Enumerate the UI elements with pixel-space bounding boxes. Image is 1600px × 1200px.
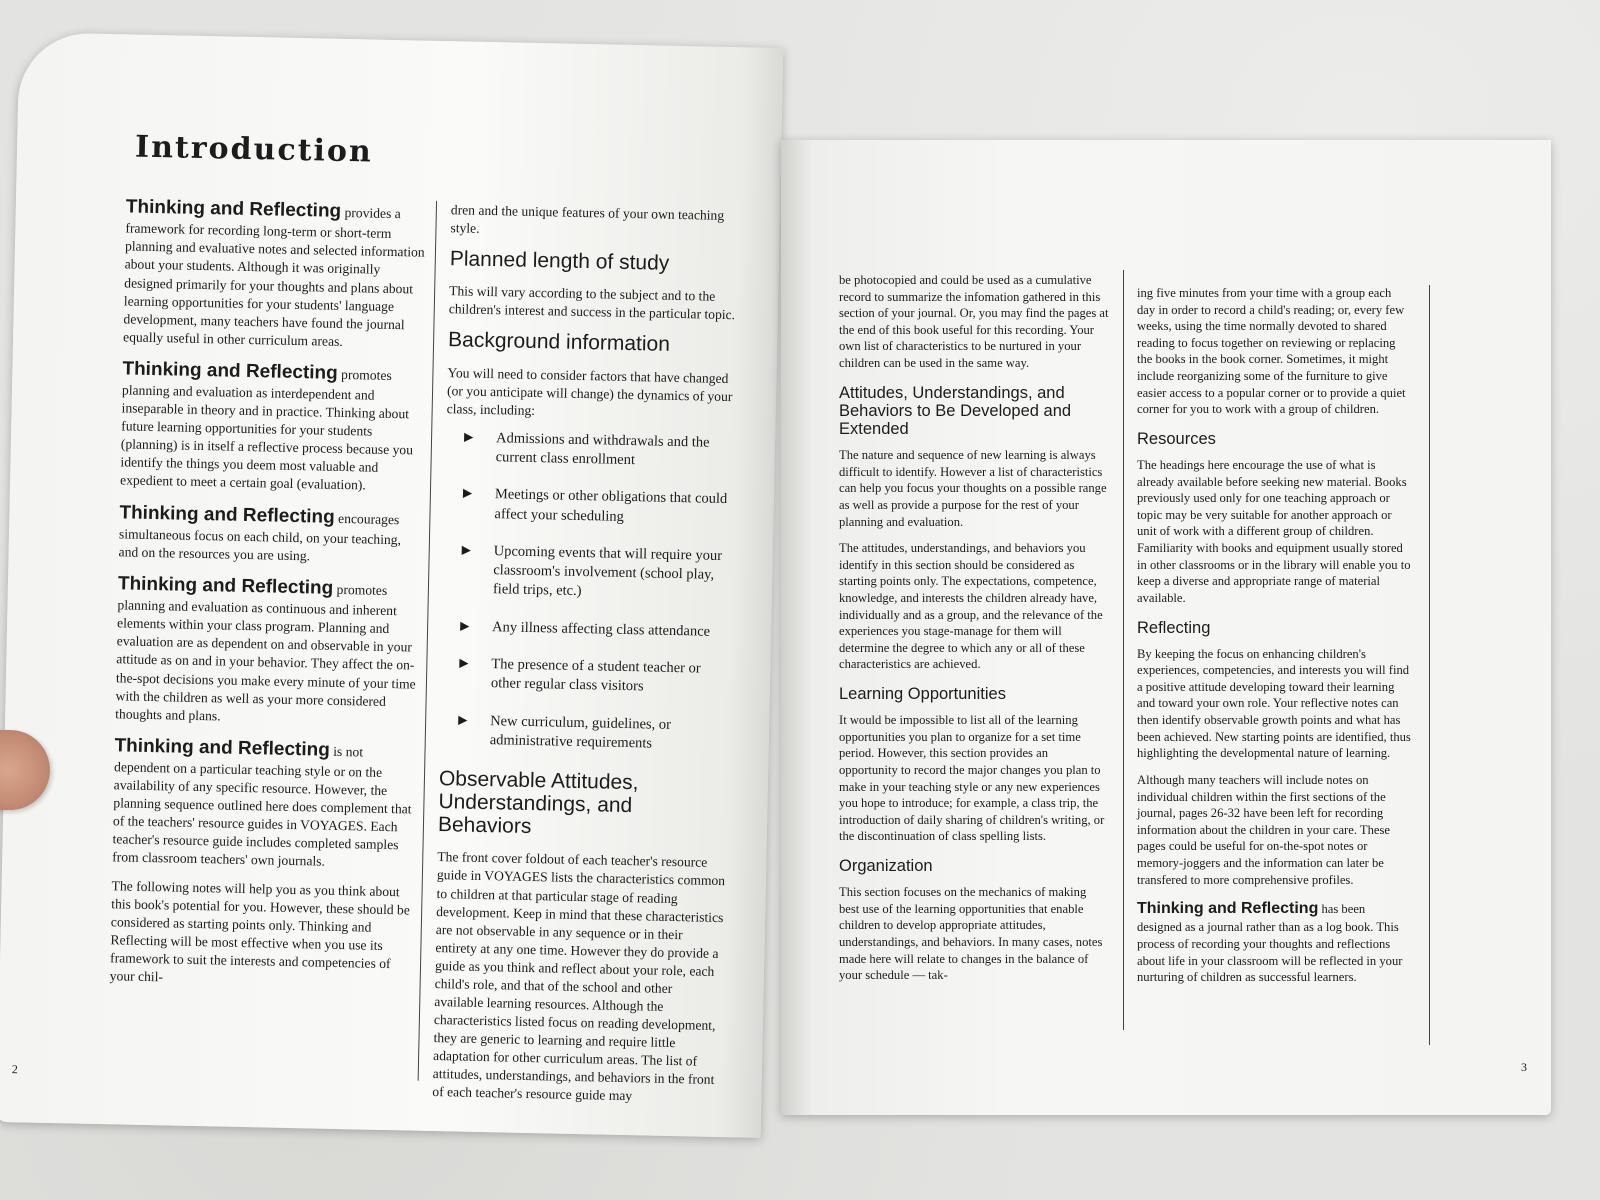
paragraph: By keeping the focus on enhancing children's experiences, competencies, and interests you will find a positive attitude developing toward their learning and toward your own role. Your reflective notes can then identify observable growth points and what has been achieved. New starting points are identified, thus highlighting the developmental nature of learning. bbox=[1137, 646, 1411, 761]
section-heading: Organization bbox=[839, 857, 933, 876]
lead-title: Thinking and Reflecting bbox=[125, 196, 342, 222]
section-heading: Attitudes, Understandings, and Behaviors to Be Developed and Extended bbox=[839, 383, 1072, 438]
triangle-right-icon: ▶ bbox=[463, 429, 474, 444]
paragraph: The nature and sequence of new learning is always difficult to identify. However a list of characteristics can help you focus your thoughts on a possible range as well as provide a purpose for the rest of your planning and evaluation. bbox=[839, 448, 1107, 529]
section-heading: Resources bbox=[1137, 429, 1216, 448]
paragraph: The following notes will help you as you think about this book's potential for you. However, these should be considered as starting points only. Thinking and Reflecting will be most effective when you use its framework to suit the interests and competencies of your chil- bbox=[109, 877, 411, 985]
right-column-1 bbox=[839, 272, 1109, 994]
paragraph: dren and the unique features of your own teaching style. bbox=[450, 202, 725, 236]
paragraph: ing five minutes from your time with a group each day in order to record a child's reading; or, every few weeks, using the time normally devoted to shared reading to focus together on reviewing or replacing the books in the book corner. Sometimes, it might include reorganizing some of the furniture to give easier access to a popular corner or to provide a quiet corner for you to work with a group of children. bbox=[1137, 286, 1406, 417]
triangle-right-icon: ▶ bbox=[458, 712, 468, 727]
section-heading: Reflecting bbox=[1137, 618, 1211, 637]
list-item: ▶ Upcoming events that will require your classroom's involvement (school play, field trips, etc.) bbox=[461, 542, 723, 600]
list-item: ▶ New curriculum, guidelines, or administrative requirements bbox=[458, 712, 672, 752]
paragraph: It would be impossible to list all of the learning opportunities you plan to organize for a set time period. However, this section provides an opportunity to record the major changes you plan to make in your teaching style or any new experiences you hope to introduce; for example, a class trip, the introduction of daily sharing of children's writing, or the discontinuation of class spelling lists. bbox=[839, 713, 1105, 844]
section-heading: Observable Attitudes, Understandings, and Behaviors bbox=[437, 767, 639, 839]
paragraph: Thinking and Reflecting provides a framework for recording long-term or short-term planning and evaluative notes and selected information about your students. Although it was originally designed primarily for your thoughts and plans about learning opportunities for your students' language development, many teachers have found the journal equally useful in other curriculum areas. bbox=[122, 196, 425, 349]
section-heading: Background information bbox=[447, 328, 671, 357]
paragraph: This section focuses on the mechanics of making best use of the learning opportunities that enable children to develop appropriate attitudes, understandings, and behaviors. In many cases, notes made here will relate to changes in the balance of your schedule — tak- bbox=[839, 885, 1103, 983]
section-heading: Planned length of study bbox=[449, 247, 670, 275]
paragraph: The front cover foldout of each teacher's resource guide in VOYAGES lists the characteristics common to children at that particular stage of reading development. Keep in mind that these characteristics are not observable in any sequence or in their entirety at any one time. However they do provide a guide as you think and reflect about your role, each child's role, and that of the school and other available learning resources. Although the characteristics listed focus on reading development, they are generic to learning and require little adaptation for other curriculum areas. The list of attitudes, understandings, and behaviors in the front of each teacher's resource guide may bbox=[432, 849, 726, 1104]
right-page bbox=[781, 140, 1551, 1115]
lead-title: Thinking and Reflecting bbox=[119, 501, 335, 528]
lead-title: Thinking and Reflecting bbox=[114, 735, 331, 761]
factors-list bbox=[440, 428, 737, 755]
list-item: ▶ Meetings or other obligations that could affect your scheduling bbox=[462, 485, 728, 525]
lead-title: Thinking and Reflecting bbox=[117, 573, 334, 599]
list-item: ▶ The presence of a student teacher or other regular class visitors bbox=[459, 655, 701, 695]
right-column-2 bbox=[1137, 285, 1412, 996]
triangle-right-icon: ▶ bbox=[460, 618, 470, 633]
paragraph: Thinking and Reflecting has been designed as a journal rather than as a log book. This process of recording your thoughts and reflections about life in your classroom will be reflected in your nurturing of children as successful learners. bbox=[1137, 900, 1403, 985]
list-item: ▶ Admissions and withdrawals and the current class enrollment bbox=[463, 429, 710, 469]
page-heading: Introduction bbox=[134, 129, 374, 170]
triangle-right-icon: ▶ bbox=[462, 485, 473, 500]
paragraph: The headings here encourage the use of what is already available before seeking new material. Books previously used only for one teaching approach or topic may be very suitable for another approach or unit of work with a different group of children. Familiarity with books and equipment usually stored in other classrooms or in the library will enable you to keep a diverse and appropriate range of material available. bbox=[1137, 458, 1411, 605]
left-column-1 bbox=[109, 194, 426, 1001]
triangle-right-icon: ▶ bbox=[459, 655, 469, 670]
paragraph: Thinking and Reflecting promotes planning and evaluation as continuous and inherent elements within your class program. Planning and evaluation are as dependent on and observable in your attitude as on and in your behavior. They affect the on-the-spot decisions you make every minute of your time with the children as well as your more considered thoughts and plans. bbox=[115, 573, 416, 724]
left-column-2 bbox=[432, 201, 741, 1117]
lead-title: Thinking and Reflecting bbox=[1137, 900, 1319, 918]
paragraph: This will vary according to the subject and to the children's interest and success in the particular topic. bbox=[448, 283, 736, 323]
page-number: 3 bbox=[1521, 1060, 1527, 1074]
page-number: 2 bbox=[11, 1062, 18, 1077]
paragraph: You will need to consider factors that have changed (or you anticipate will change) the dynamics of your class, including: bbox=[446, 364, 733, 418]
paragraph: Thinking and Reflecting is not dependent on a particular teaching style or on the availability of any specific resource. However, the planning sequence outlined here does complement that of the teachers' resource guides in VOYAGES. Each teacher's resource guide includes completed samples from classroom teachers' own journals. bbox=[112, 735, 412, 870]
section-heading: Learning Opportunities bbox=[839, 685, 1006, 703]
paragraph: The attitudes, understandings, and behaviors you identify in this section should be considered as starting points only. The expectations, competence, knowledge, and interests the children already have, individually and as a group, and the relevance of the experiences you stage-manage for them will determine the degree to which any or all of these characteristics are achieved. bbox=[839, 541, 1103, 672]
column-rule bbox=[1123, 270, 1124, 1030]
list-item: ▶ Any illness affecting class attendance bbox=[460, 618, 711, 640]
paragraph: Although many teachers will include notes on individual children within the first sections of the journal, pages 26-32 have been left for recording information about the children in your care. These pages could be useful for on-the-spot notes or memory-joggers and the information can later be transfered to more comprehensive profiles. bbox=[1137, 772, 1390, 887]
paragraph: Thinking and Reflecting encourages simultaneous focus on each child, on your teaching, and on the resources you are using. bbox=[118, 501, 402, 564]
left-page bbox=[0, 32, 783, 1138]
paragraph: be photocopied and could be used as a cumulative record to summarize the infomation gathered in this section of your journal. Or, you may find the pages at the end of this book useful for this recording. Your own list of characteristics to be nurtured in your children can be used in the same way. bbox=[839, 273, 1109, 371]
lead-title: Thinking and Reflecting bbox=[122, 358, 338, 384]
triangle-right-icon: ▶ bbox=[461, 542, 472, 557]
paragraph: Thinking and Reflecting promotes planning and evaluation as interdependent and inseparable in theory and in practice. Thinking about future learning opportunities for your students (planning) is in itself a reflective process because you identify the things you deem most valuable and expedient to meet a certain goal (evaluation). bbox=[119, 358, 414, 493]
column-rule bbox=[1429, 285, 1430, 1045]
